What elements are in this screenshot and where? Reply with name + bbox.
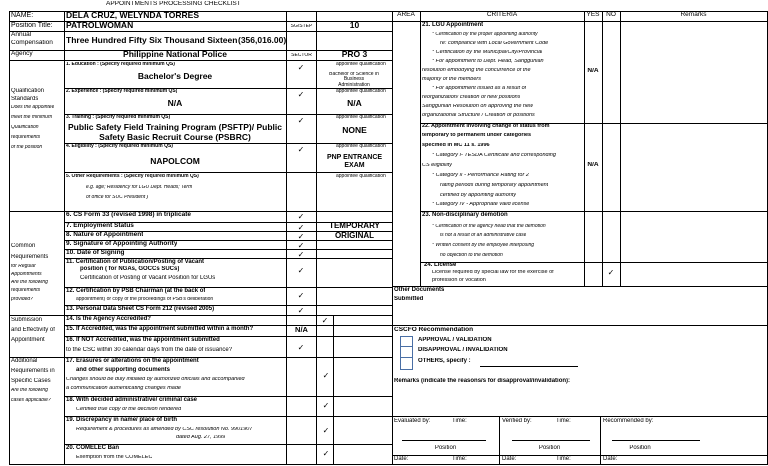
additional-20-check: ✓ bbox=[322, 449, 330, 458]
common-item-8-check: ✓ bbox=[297, 232, 305, 241]
qs-experience-check: ✓ bbox=[297, 90, 305, 99]
status-title-3: specified in MC 11 s. 1996 bbox=[422, 143, 490, 148]
additional-18-line1: 18. With decided administrative/ criminal case bbox=[66, 397, 197, 403]
qs-sublabel-4: requirements bbox=[11, 135, 41, 140]
submission-item-14-check: ✓ bbox=[321, 316, 329, 325]
verified-date: Date: bbox=[502, 456, 517, 462]
qs-other-sub-1: e.g. age; Residency for LGU Dept. Heads; Term bbox=[86, 185, 193, 190]
common-sublabel-4: requirements bbox=[11, 288, 41, 293]
additional-20-line1: 20. COMELEC Ban bbox=[66, 445, 120, 451]
submission-item-16-check: ✓ bbox=[297, 343, 305, 352]
qs-education-appointee: Bachelor of Science in Business Administration bbox=[329, 72, 379, 88]
disapproval-option: DISAPPROVAL / INVALIDATION bbox=[418, 347, 508, 353]
license-no-check: ✓ bbox=[607, 268, 615, 277]
status-line-5: certified by appointing authority bbox=[440, 193, 517, 198]
recommended-label: Recommended by: bbox=[603, 418, 654, 424]
yes-header: YES bbox=[586, 12, 600, 18]
lgu-line-6: majority of the members bbox=[422, 77, 481, 82]
evaluated-position: Position bbox=[434, 445, 457, 451]
additional-19-line3: dated Aug. 27, 1999 bbox=[176, 435, 226, 440]
additional-17-check: ✓ bbox=[322, 371, 330, 380]
compensation-figure: (356,016.00) bbox=[238, 36, 287, 45]
qs-eligibility-title: 4. Eligibility : (Specify required minimum QS) bbox=[66, 144, 173, 149]
status-yes: N/A bbox=[587, 162, 599, 168]
qs-sublabel-3: Qualification bbox=[11, 125, 39, 130]
common-item-11-sub: position ( for NGAs, GOCCs SUCs) bbox=[80, 266, 180, 272]
evaluated-time: Time: bbox=[452, 418, 467, 424]
common-item-7: 7. Employment Status bbox=[66, 223, 134, 229]
lgu-title: 21. LGU Appointment bbox=[422, 22, 484, 28]
common-item-12-sub: appointment) or copy of the proceedings of PSB's deliberation bbox=[76, 297, 214, 302]
common-item-7-check: ✓ bbox=[297, 223, 305, 232]
submission-label-2: and Effectivity of bbox=[11, 327, 55, 333]
area-header: AREA bbox=[397, 12, 415, 18]
additional-17-line4: a communication authenticating changes made bbox=[66, 386, 181, 391]
name-value: DELA CRUZ, WELYNDA TORRES bbox=[66, 11, 200, 20]
submission-label-3: Appointment bbox=[11, 337, 45, 343]
status-line-3: * Category II - Performance Rating for 2 bbox=[432, 173, 529, 178]
additional-sublabel-1: Are the following bbox=[11, 388, 48, 393]
common-item-9-check: ✓ bbox=[297, 241, 305, 250]
additional-17-line1: 17. Erasures or alterations on the appointment bbox=[66, 358, 199, 364]
additional-label-2: Requirements in bbox=[11, 368, 55, 374]
qs-label-2: Standards bbox=[11, 96, 39, 102]
common-item-13-check: ✓ bbox=[297, 306, 305, 315]
qs-sublabel-1: Does the appointee bbox=[11, 105, 55, 110]
common-item-12: 12. Certification by PSB Chairman (at the back of bbox=[66, 288, 206, 294]
license-line-1: License required by special law for the exercise of bbox=[432, 270, 554, 275]
common-sublabel-3: Are the following bbox=[11, 280, 48, 285]
demotion-line-3: * Written consent by the employee interposing bbox=[432, 243, 534, 248]
qs-education-title: 1. Education : (Specify required minimum QS) bbox=[66, 62, 175, 67]
status-title-1: 22. Appointment involving change of status from bbox=[422, 124, 550, 129]
common-sublabel-1: for Regular bbox=[11, 264, 36, 269]
verified-time: Time: bbox=[556, 418, 571, 424]
qs-eligibility-appointee-2: EXAM bbox=[344, 162, 365, 169]
qs-other-note: appointee qualification bbox=[336, 174, 386, 179]
status-line-2: CS eligibility bbox=[422, 163, 452, 168]
position-value: PATROLWOMAN bbox=[66, 21, 134, 30]
common-item-10: 10. Date of Signing bbox=[66, 250, 125, 256]
lgu-line-3: * Certification by the Municipal/City/Provincial bbox=[432, 50, 543, 55]
submission-item-16: 16. If NOT Accredited, was the appointment submitted bbox=[66, 337, 220, 343]
qs-eligibility-note: appointee qualification bbox=[336, 144, 386, 149]
status-line-4: rating periods during temporary appointment bbox=[440, 183, 549, 188]
qs-label-1: Qualification bbox=[11, 88, 45, 94]
additional-sublabel-2: cases applicable? bbox=[11, 398, 51, 403]
no-header: NO bbox=[606, 12, 616, 18]
qs-eligibility-value: NAPOLCOM bbox=[150, 157, 200, 166]
compensation-label: Compensation bbox=[11, 40, 53, 46]
sector-value: PRO 3 bbox=[341, 50, 368, 59]
additional-label-3: Specific Cases bbox=[11, 378, 51, 384]
lgu-line-7: * For appointment issued as a result of bbox=[432, 86, 527, 91]
document-title: APPOINTMENTS PROCESSING CHECKLIST bbox=[106, 1, 241, 7]
qs-education-value: Bachelor's Degree bbox=[137, 72, 213, 81]
csfo-remarks: Remarks (indicate the reasons/s for disapproval/invalidation): bbox=[394, 378, 571, 384]
additional-label-1: Additional bbox=[11, 358, 38, 364]
license-line-2: profession or vocation bbox=[432, 278, 486, 283]
submission-label-1: Submission bbox=[11, 317, 43, 323]
qs-training-note: appointee qualification bbox=[336, 115, 386, 120]
compensation-words: Three Hundred Fifty Six Thousand Sixteen bbox=[66, 36, 238, 45]
lgu-line-5: resolution embodying the concurrence of the bbox=[422, 68, 531, 73]
additional-19-line2: Requirement & procedures as amended by CSC resolution No. 9901907 bbox=[76, 427, 253, 432]
common-label-1: Common bbox=[11, 243, 36, 249]
common-item-10-check: ✓ bbox=[297, 250, 305, 259]
annual-label: Annual bbox=[11, 32, 32, 38]
status-title-2: temporary to permanent under categories bbox=[422, 133, 532, 138]
submission-item-14: 14. Is the Agency Accredited? bbox=[66, 316, 151, 322]
sg-value: 10 bbox=[349, 21, 360, 30]
other-docs-1: Other Documents bbox=[394, 287, 445, 293]
qs-other-title: 5. Other Requirements : (Specify required minimum QS) bbox=[66, 174, 199, 179]
common-item-11-check: ✓ bbox=[297, 266, 305, 275]
remarks-header: Remarks bbox=[680, 12, 707, 18]
qs-experience-appointee: N/A bbox=[347, 99, 362, 108]
qs-experience-value: N/A bbox=[167, 99, 183, 108]
common-item-6: 6. CS Form 33 (revised 1998) in triplicate bbox=[66, 212, 191, 218]
demotion-line-4: no objection to the demotion bbox=[440, 253, 503, 258]
sg-label: SG/STEP bbox=[290, 24, 313, 29]
submission-item-15: 15. If Accredited, was the appointment submitted within a month? bbox=[66, 326, 254, 332]
common-sublabel-2: Appointments bbox=[11, 272, 42, 277]
common-item-9: 9. Signature of Appointing Authority bbox=[66, 241, 178, 247]
additional-18-check: ✓ bbox=[322, 401, 330, 410]
name-label: NAME: bbox=[11, 12, 34, 19]
common-item-13: 13. Personal Data Sheet CS Form 212 (revised 2005) bbox=[66, 306, 215, 312]
lgu-line-9: Sanggunian Resolution on approving the new bbox=[422, 104, 533, 109]
nature-appointment-value: ORIGINAL bbox=[334, 232, 375, 240]
qs-training-appointee: NONE bbox=[342, 126, 367, 135]
evaluated-time-2: Time: bbox=[452, 456, 467, 462]
sector-label: SECTOR bbox=[291, 53, 312, 58]
lgu-line-4: * For appointment to Dept. Head, Sanggunian bbox=[432, 59, 544, 64]
qs-experience-note: appointee qualification bbox=[336, 89, 386, 94]
demotion-title: 23. Non-disciplinary demotion bbox=[422, 212, 508, 218]
additional-18-line2: Certified true copy of the decision rendered bbox=[76, 407, 182, 412]
submission-item-15-value: N/A bbox=[295, 326, 308, 334]
qs-other-sub-2: of office for SUC President ) bbox=[86, 195, 149, 200]
recommended-position: Position bbox=[629, 445, 651, 451]
additional-17-line2: and other supporting documents bbox=[76, 367, 170, 373]
common-item-12-check: ✓ bbox=[297, 291, 305, 300]
lgu-line-10: organizational Structure / Creation of positions bbox=[422, 113, 535, 118]
qs-eligibility-appointee-1: PNP ENTRANCE bbox=[326, 154, 383, 161]
common-item-8: 8. Nature of Appointment bbox=[66, 232, 144, 238]
common-item-6-check: ✓ bbox=[297, 212, 305, 221]
qs-sublabel-2: meet the minimum bbox=[11, 115, 53, 120]
qs-training-check: ✓ bbox=[297, 116, 305, 125]
qs-training-value-1: Public Safety Field Training Program (PSFTP)/ Public bbox=[68, 123, 282, 132]
position-label: Position Title: bbox=[11, 22, 53, 29]
additional-19-check: ✓ bbox=[322, 426, 330, 435]
additional-20-line2: Exemption from the COMELEC bbox=[76, 455, 153, 460]
verified-time-2: Time: bbox=[556, 456, 571, 462]
lgu-yes: N/A bbox=[587, 68, 599, 74]
qs-education-note: appointee qualification bbox=[336, 62, 386, 67]
status-line-1: * Category I- TESDA Certificate and corresponding bbox=[432, 153, 556, 158]
common-item-11-sub2: Certification of Posting of Vacant Position for LGUs bbox=[80, 275, 216, 281]
license-title: 24. License bbox=[424, 262, 457, 268]
verified-position: Position bbox=[538, 445, 561, 451]
lgu-line-1: * Certification by the proper appointing authority bbox=[432, 32, 538, 37]
common-label-2: Requirements bbox=[11, 254, 49, 260]
submission-item-16-sub: to the CSC within 30 calendar days from the date of issuance? bbox=[66, 347, 233, 353]
recommended-date: Date: bbox=[603, 456, 618, 462]
common-sublabel-5: provided? bbox=[11, 297, 33, 302]
lgu-line-2: re: compliance with Local Government Code bbox=[440, 41, 549, 46]
other-docs-2: Submitted bbox=[394, 296, 424, 302]
lgu-line-8: reorganization/ creation of new positions bbox=[422, 95, 521, 100]
agency-label: Agency bbox=[11, 51, 33, 57]
employment-status-value: TEMPORARY bbox=[329, 222, 380, 230]
common-item-11: 11. Certification of Publication/Posting of Vacant bbox=[66, 259, 205, 265]
qs-education-check: ✓ bbox=[297, 63, 305, 72]
qs-experience-title: 2. Experience : (Specify required minimum QS) bbox=[66, 89, 178, 94]
demotion-line-2: is not a result of an administrative case bbox=[440, 233, 527, 238]
evaluated-label: Evaluated by: bbox=[394, 418, 431, 424]
others-checkbox[interactable] bbox=[400, 357, 413, 370]
additional-17-line3: Changes should be duly initialed by authorized officials and accompanied bbox=[66, 377, 245, 382]
evaluated-date: Date: bbox=[394, 456, 409, 462]
qs-training-title: 3. Training : (Specify required minimum QS) bbox=[66, 115, 171, 120]
qs-sublabel-5: of the position bbox=[11, 145, 43, 150]
additional-19-line1: 19. Discrepancy in name/ place of birth bbox=[66, 417, 178, 423]
qs-eligibility-check: ✓ bbox=[297, 145, 305, 154]
status-line-6: * Category IV - Appropriate valid license bbox=[432, 202, 530, 207]
verified-label: Verified by: bbox=[502, 418, 532, 424]
others-option: OTHERS, specify : bbox=[418, 358, 471, 364]
csfo-title: CSCFO Recommendation bbox=[394, 327, 474, 333]
criteria-header: CRITERIA bbox=[486, 12, 518, 18]
approval-option: APPROVAL / VALIDATION bbox=[418, 337, 492, 343]
demotion-line-1: * Certification of the agency head that the demotion bbox=[432, 224, 546, 229]
qs-training-value-2: Safety Basic Recruit Course (PSBRC) bbox=[99, 133, 251, 142]
agency-value: Philippine National Police bbox=[123, 50, 227, 59]
